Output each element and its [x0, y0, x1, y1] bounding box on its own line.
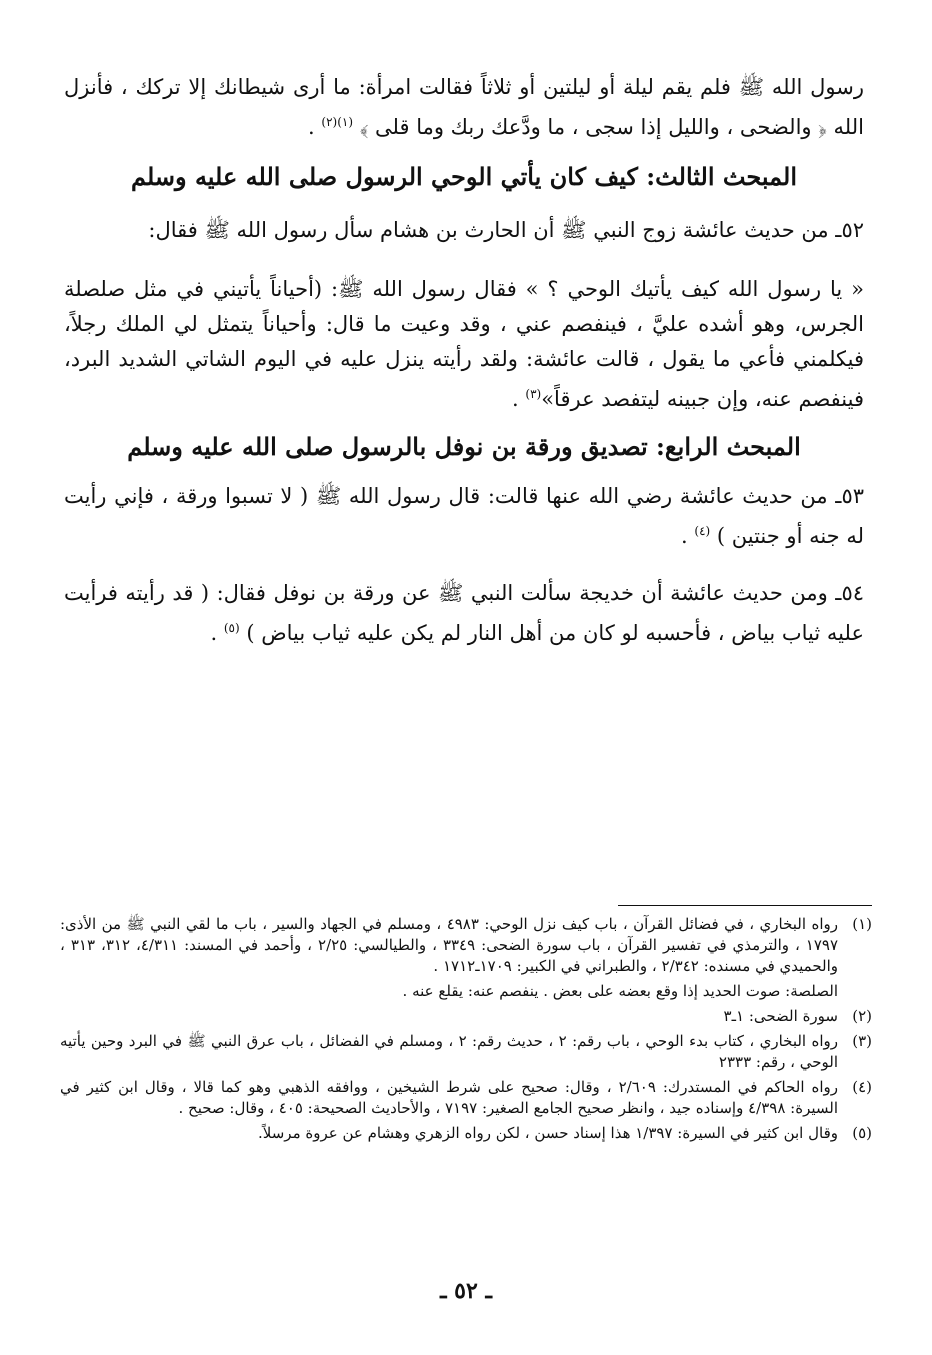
- paragraph-hadith-52-text: « يا رسول الله كيف يأتيك الوحي ؟ » فقال رسول الله ﷺ: (أحياناً يأتيني في مثل صلصلة الجرس، وهو أشده عليَّ ، فينفصم عني ، وقد وعيت ما قال: وأحياناً يتمثل لي الملك رجلاً، فيكلمني فأعي ما يقول ، قالت عائشة: ولقد رأيته ينزل عليه في اليوم الشاتي الشديد البرد، فينفصم عنه، وإن جبينه ليتفصد عرقاً»$^{(٣)}$ .: [64, 277, 864, 411]
- footnote-ref-1-2: (١)(٢): [321, 115, 354, 129]
- hadith-54-body: ٥٤ـ ومن حديث عائشة أن خديجة سألت النبي ﷺ عن ورقة بن نوفل فقال: ( قد رأيته فرأيت عليه ثياب بياض ، فأحسبه لو كان من أهل النار لم يكن عليه ثياب بياض ): [64, 581, 864, 645]
- footnote-1: [60, 914, 872, 977]
- footnote-number: (٤): [852, 1078, 872, 1096]
- footnote-1-gloss: [60, 981, 872, 1002]
- footnote-number: (٢): [852, 1007, 872, 1025]
- footnote-text: رواه البخاري ، في فضائل القرآن ، باب كيف نزل الوحي: ٤٩٨٣ ، ومسلم في الجهاد والسير ، باب ما لقي النبي ﷺ من الأذى: ١٧٩٧ ، والترمذي في تفسير القرآن ، باب سورة الضحى: ٣٣٤٩ ، والطيالسي: ٢/٢٥ ، وأحمد في المسند: ٤/٣١١، ٣١٢، ٣١٣ ، والحميدي في مسنده: ٢/٣٤٢ ، والطبراني في الكبير: ١٧٠٩ـ١٧١٢ .: [60, 915, 839, 975]
- footnote-4: [60, 1077, 872, 1119]
- section-heading-third: المبحث الثالث: كيف كان يأتي الوحي الرسول صلى الله عليه وسلم: [130, 162, 798, 191]
- footnote-text: الصلصة: صوت الحديد إذا وقع بعضه على بعض . ينفصم عنه: يقلع عنه .: [402, 982, 838, 1000]
- footnote-ref-3: (٣): [525, 387, 542, 401]
- footnote-3: [60, 1031, 872, 1073]
- paragraph-hadith-53: ٥٣ـ من حديث عائشة رضي الله عنها قالت: قال رسول الله ﷺ ( لا تسبوا ورقة ، فإني رأيت له جنه أو جنتين ) $^{(٤)}$ .: [64, 484, 864, 548]
- hadith-52-body: « يا رسول الله كيف يأتيك الوحي ؟ » فقال رسول الله ﷺ: (أحياناً يأتيني في مثل صلصلة الجرس، وهو أشده عليَّ ، فينفصم عني ، وقد وعيت ما قال: وأحياناً يتمثل لي الملك رجلاً، فيكلمني فأعي ما يقول ، قالت عائشة: ولقد رأيته ينزل عليه في اليوم الشاتي الشديد البرد، فينفصم عنه، وإن جبينه ليتفصد عرقاً»: [64, 277, 864, 411]
- footnotes: [60, 914, 872, 1148]
- footnote-2: [60, 1006, 872, 1027]
- section-heading-fourth: المبحث الرابع: تصديق ورقة بن نوفل بالرسول صلى الله عليه وسلم: [127, 432, 801, 461]
- footnote-number: (١): [852, 915, 872, 933]
- footnote-text: وقال ابن كثير في السيرة: ١/٣٩٧ هذا إسناد حسن ، لكن رواه الزهري وهشام عن عروة مرسلاً.: [258, 1124, 838, 1142]
- footnote-separator: [618, 905, 872, 906]
- footnote-ref-4: (٤): [694, 524, 711, 538]
- paragraph-hadith-54: ٥٤ـ ومن حديث عائشة أن خديجة سألت النبي ﷺ عن ورقة بن نوفل فقال: ( قد رأيته فرأيت عليه ثياب بياض ، فأحسبه لو كان من أهل النار لم يكن عليه ثياب بياض ) $^{(٥)}$ .: [64, 581, 864, 645]
- footnote-ref-5: (٥): [223, 621, 240, 635]
- footnote-number: (٥): [852, 1124, 872, 1142]
- paragraph-intro-text: رسول الله ﷺ فلم يقم ليلة أو ليلتين أو ثلاثاً فقالت امرأة: ما أرى شيطانك إلا تركك ، فأنزل الله ﴿ والضحى ، والليل إذا سجى ، ما ودَّعك ربك وما قلى ﴾: [64, 75, 864, 139]
- footnote-number: [838, 981, 872, 1002]
- page-number: ـ ٥٢ ـ: [440, 1278, 492, 1304]
- hadith-53-body: ٥٣ـ من حديث عائشة رضي الله عنها قالت: قال رسول الله ﷺ ( لا تسبوا ورقة ، فإني رأيت له جنه أو جنتين ): [64, 484, 864, 548]
- footnote-text: رواه الحاكم في المستدرك: ٢/٦٠٩ ، وقال: صحيح على شرط الشيخين ، ووافقه الذهبي وهو كما قالا ، وقال ابن كثير في السيرة: ٤/٣٩٨ وإسناده جيد ، وانظر صحيح الجامع الصغير: ٧١٩٧ ، والأحاديث الصحيحة: ٤٠٥ ، وقال: صحيح .: [60, 1078, 838, 1117]
- paragraph-hadith-52: ٥٢ـ من حديث عائشة زوج النبي ﷺ أن الحارث بن هشام سأل رسول الله ﷺ فقال:: [148, 218, 864, 242]
- footnote-text: رواه البخاري ، كتاب بدء الوحي ، باب رقم: ٢ ، حديث رقم: ٢ ، ومسلم في الفضائل ، باب عرق النبي ﷺ في البرد وحين يأتيه الوحي ، رقم: ٢٣٣٣: [60, 1032, 839, 1071]
- footnote-text: سورة الضحى: ١ـ٣: [723, 1007, 838, 1025]
- footnote-number: (٣): [852, 1032, 872, 1050]
- paragraph-intro: رسول الله ﷺ فلم يقم ليلة أو ليلتين أو ثلاثاً فقالت امرأة: ما أرى شيطانك إلا تركك ، فأنزل الله ﴿ والضحى ، والليل إذا سجى ، ما ودَّعك ربك وما قلى ﴾ $^{(١)(٢)}$ .: [64, 75, 864, 139]
- footnote-5: [60, 1123, 872, 1144]
